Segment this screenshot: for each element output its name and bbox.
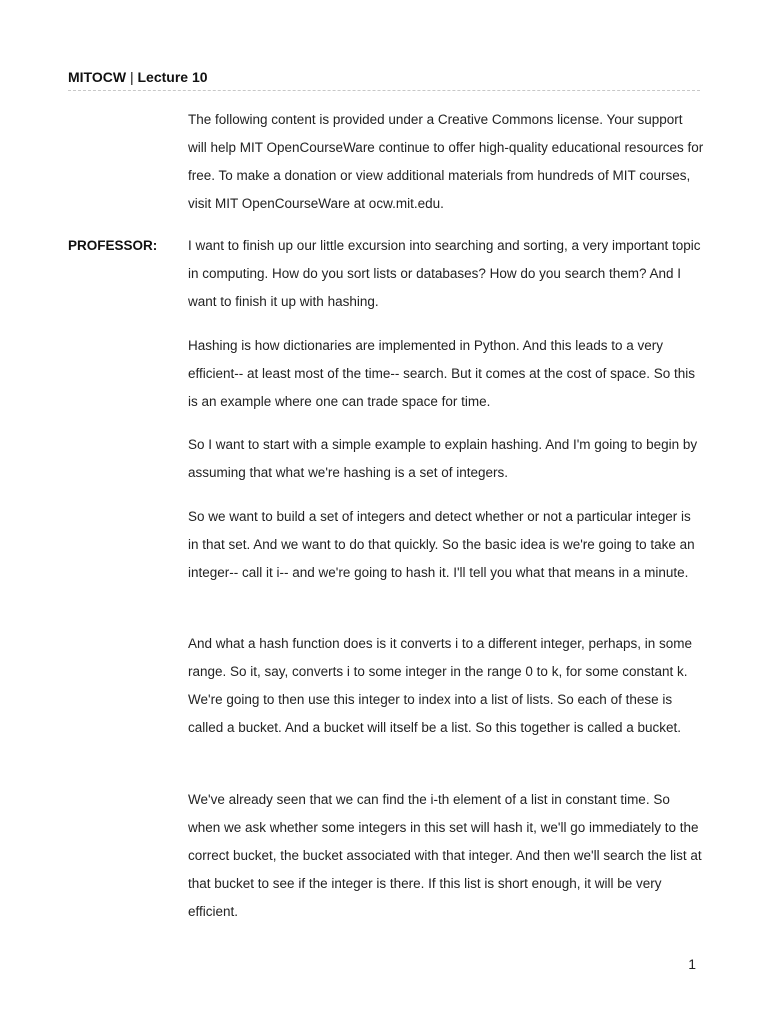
transcript-paragraph: So I want to start with a simple example to explain hashing. And I'm going to begin by assuming that what we're hashing is a set of integers. — [188, 437, 698, 480]
header-divider — [68, 90, 700, 91]
transcript-paragraph: And what a hash function does is it converts i to a different integer, perhaps, in some range. So it, say, converts i to some integer in the range 0 to k, for some constant k. We're going to then use this integer to index into a list of lists. So each of these is called a bucket. And a bucket will itself be a list. So this together is called a bucket. — [188, 636, 693, 735]
page-header — [68, 68, 208, 86]
transcript-paragraph: Hashing is how dictionaries are implemented in Python. And this leads to a very efficient-- at least most of the time-- search. But it comes at the cost of space. So this is an example where one can trade space for time. — [188, 338, 695, 409]
transcript-paragraph: We've already seen that we can find the i-th element of a list in constant time. So when we ask whether some integers in this set will hash it, we'll go immediately to the correct bucket, the bucket associated with that integer. And then we'll search the list at that bucket to see if the integer is there. If this list is short enough, it will be very efficient. — [188, 792, 702, 919]
page-number: 1 — [688, 956, 696, 972]
speaker-label: PROFESSOR: — [68, 238, 158, 253]
transcript-paragraph: I want to finish up our little excursion into searching and sorting, a very important topic in computing. How do you sort lists or databases? How do you search them? And I want to finish it up with hashing. — [188, 238, 701, 309]
intro-paragraph: The following content is provided under a Creative Commons license. Your support will help MIT OpenCourseWare continue to offer high-quality educational resources for free. To make a donation or view additional materials from hundreds of MIT courses, visit MIT OpenCourseWare at ocw.mit.edu. — [188, 112, 704, 211]
lecture-title: Lecture 10 — [137, 69, 208, 85]
header-separator: | — [126, 69, 138, 85]
transcript-paragraph: So we want to build a set of integers and detect whether or not a particular integer is in that set. And we want to do that quickly. So the basic idea is we're going to take an integer-- call it i-- and we're going to hash it. I'll tell you what that means in a minute. — [188, 509, 695, 580]
course-name: MITOCW — [68, 69, 127, 85]
